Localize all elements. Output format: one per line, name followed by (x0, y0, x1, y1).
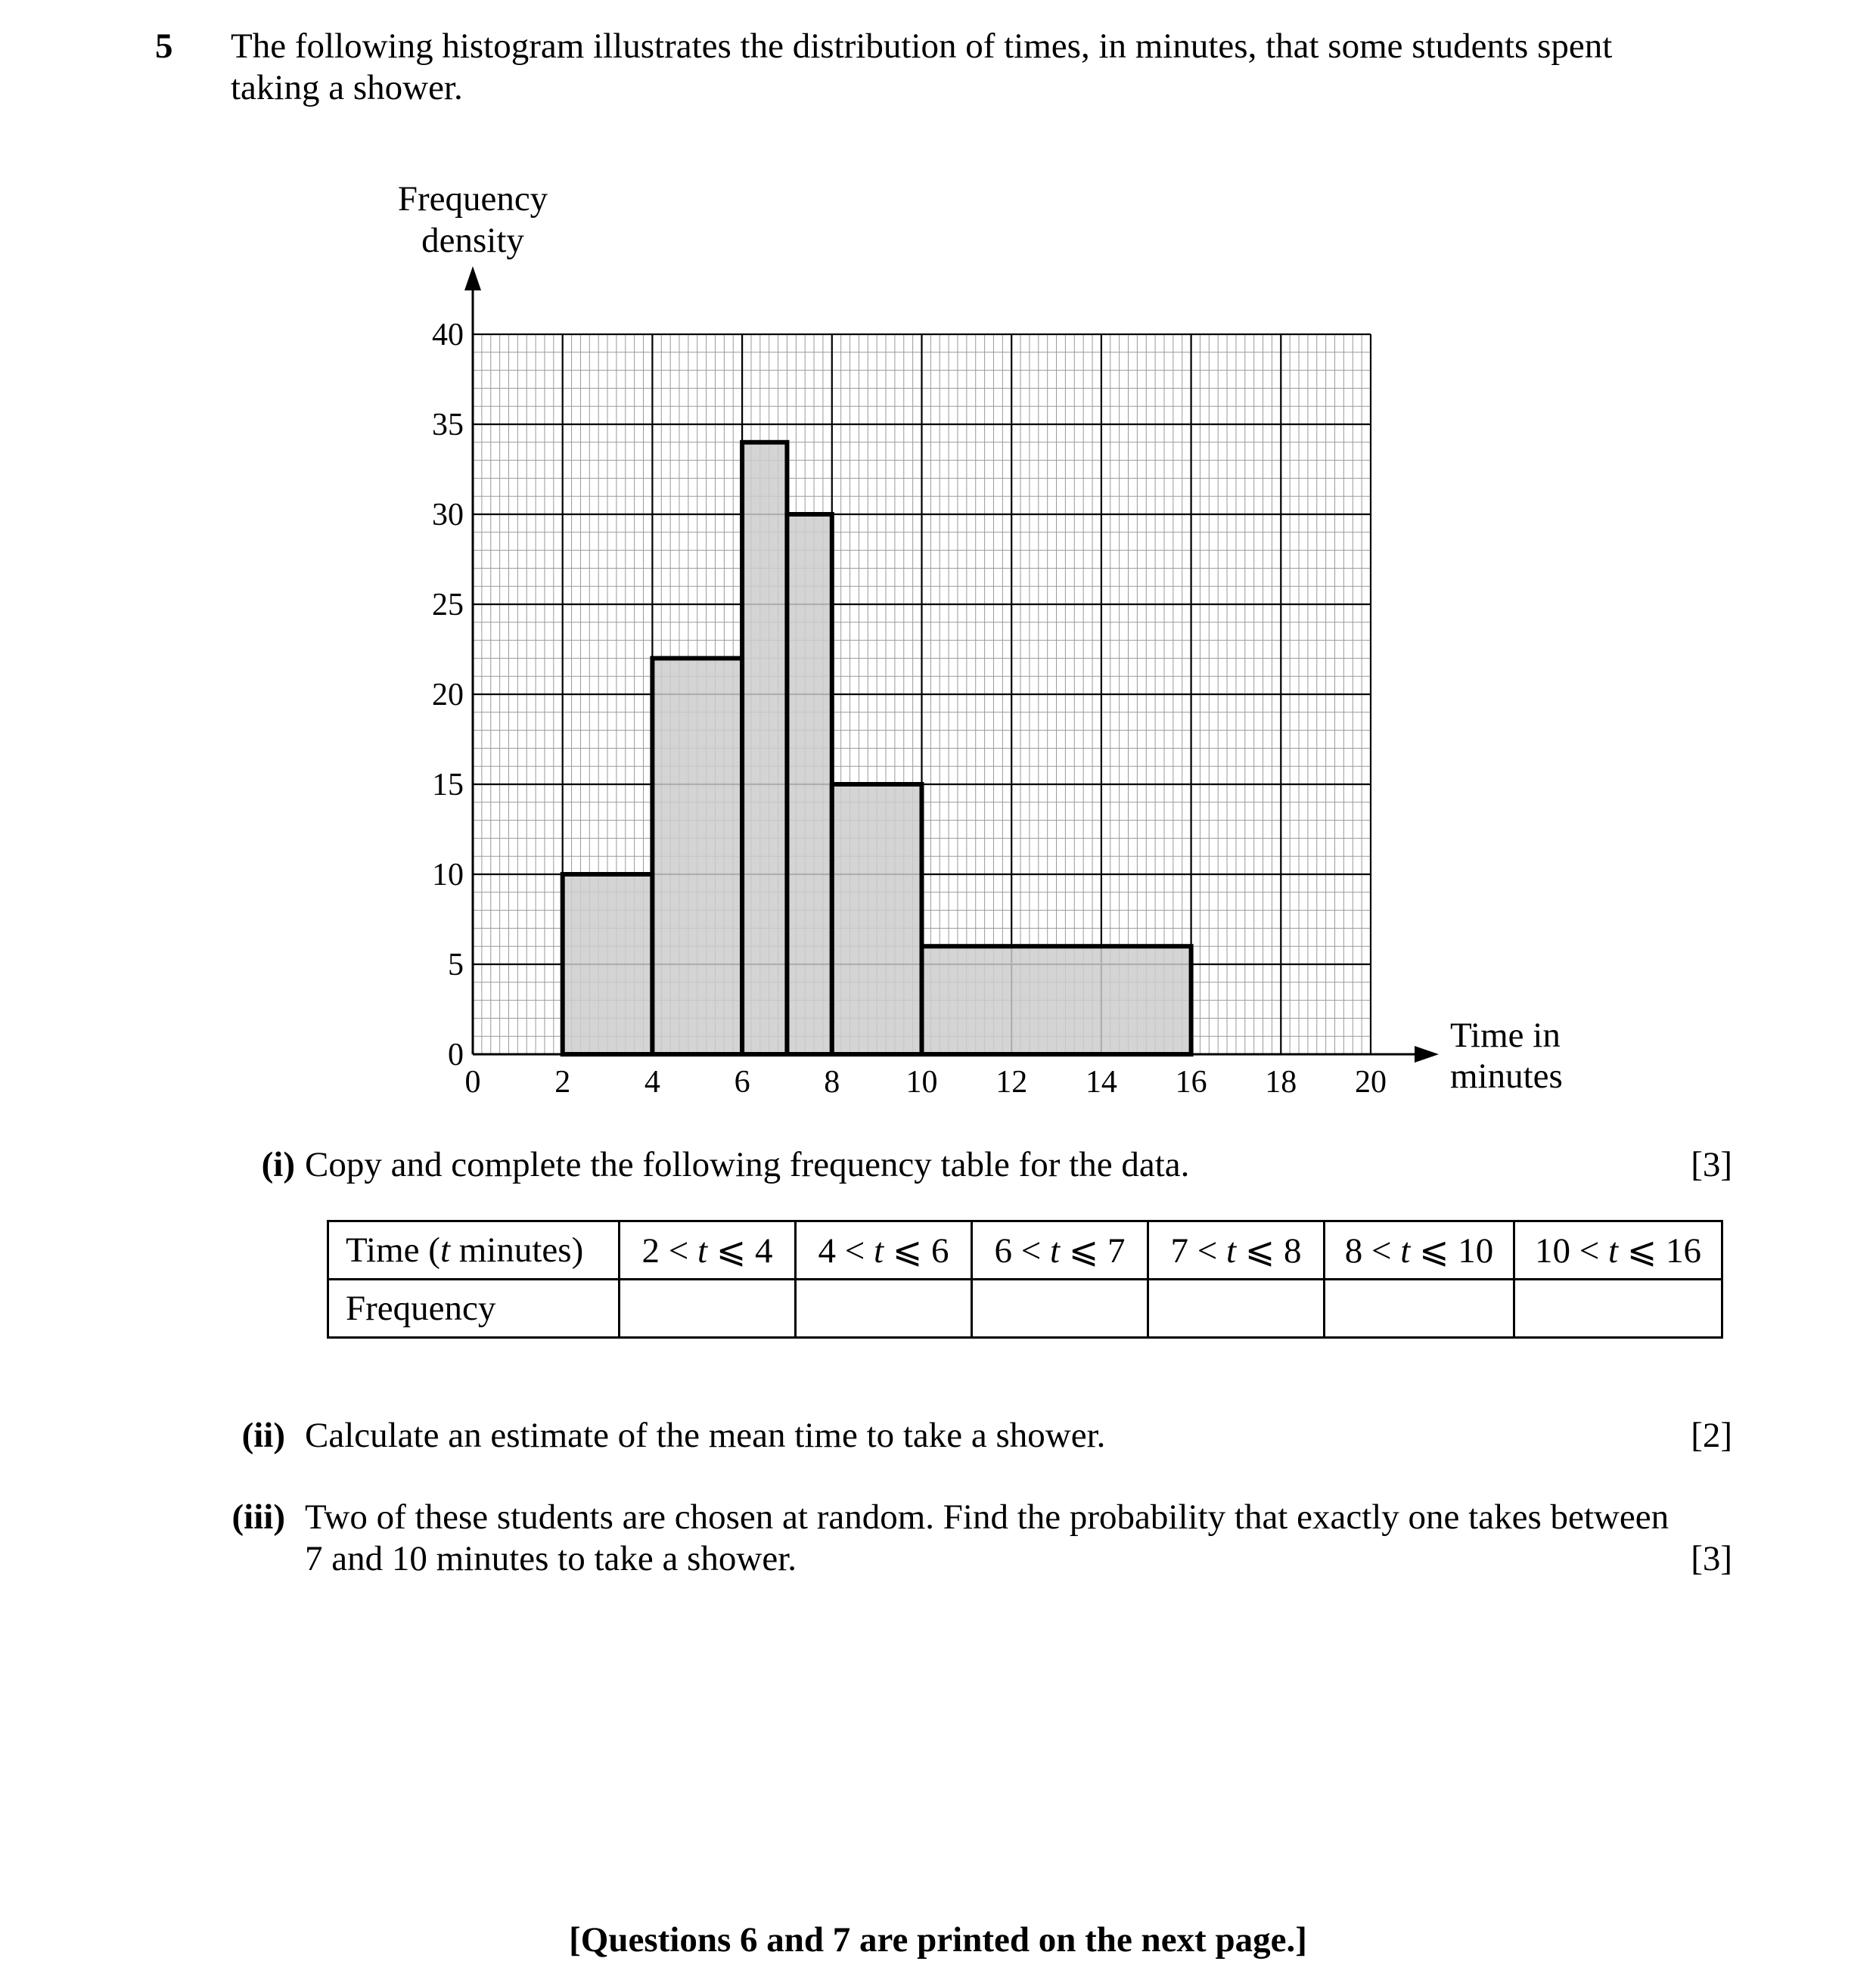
interval-cell: 4 < t ⩽ 6 (796, 1221, 972, 1280)
intro-line-1: The following histogram illustrates the distribution of times, in minutes, that some students spent (231, 26, 1613, 66)
part-ii-label: (ii) (241, 1416, 285, 1455)
intro-line-2: taking a shower. (231, 68, 463, 107)
time-header: Time (t minutes) (346, 1230, 584, 1270)
x-tick-label: 0 (464, 1065, 481, 1100)
histogram-bar (832, 784, 922, 1054)
part-iii-text-line-2: 7 and 10 minutes to take a shower. (305, 1539, 797, 1578)
y-tick-label: 15 (432, 768, 464, 802)
frequency-cell (620, 1280, 796, 1338)
x-tick-label: 20 (1355, 1065, 1387, 1100)
histogram-bar (922, 946, 1191, 1054)
y-axis-label-line-2: density (421, 221, 524, 260)
frequency-header-cell: Frequency (328, 1280, 620, 1338)
part-ii-marks: [2] (1691, 1416, 1732, 1455)
frequency-cell (796, 1280, 972, 1338)
y-tick-label: 10 (432, 858, 464, 892)
x-tick-label: 2 (554, 1065, 571, 1100)
x-tick-label: 6 (734, 1065, 750, 1100)
part-i-text: Copy and complete the following frequency table for the data. (305, 1145, 1190, 1184)
y-tick-label: 5 (448, 948, 464, 982)
part-i-label: (i) (261, 1145, 295, 1184)
x-tick-label: 8 (824, 1065, 840, 1100)
interval-cell: 8 < t ⩽ 10 (1325, 1221, 1514, 1280)
histogram-bar (742, 442, 787, 1054)
x-axis-label-line-1: Time in (1450, 1016, 1561, 1055)
y-tick-label: 0 (448, 1038, 464, 1072)
frequency-cell (1148, 1280, 1325, 1338)
table-row (328, 1221, 1722, 1280)
time-header-cell (328, 1221, 620, 1280)
interval-cell: 10 < t ⩽ 16 (1514, 1221, 1722, 1280)
part-iii-marks: [3] (1691, 1539, 1732, 1578)
frequency-table (327, 1220, 1723, 1339)
frequency-cell (972, 1280, 1148, 1338)
y-tick-label: 30 (432, 498, 464, 532)
y-axis-arrow (464, 266, 481, 290)
part-i-marks: [3] (1691, 1145, 1732, 1184)
x-tick-label: 4 (644, 1065, 660, 1100)
frequency-cell (1325, 1280, 1514, 1338)
interval-cell: 2 < t ⩽ 4 (620, 1221, 796, 1280)
y-tick-label: 25 (432, 588, 464, 622)
histogram-bar (563, 874, 653, 1054)
part-ii-text: Calculate an estimate of the mean time to take a shower. (305, 1416, 1106, 1455)
histogram-bar (652, 658, 742, 1054)
part-iii-text-line-1: Two of these students are chosen at random. Find the probability that exactly one takes between (305, 1497, 1669, 1537)
x-tick-label: 14 (1085, 1065, 1117, 1100)
table-row (328, 1280, 1722, 1338)
part-iii-label: (iii) (231, 1497, 285, 1537)
y-axis-label-line-1: Frequency (397, 179, 548, 219)
x-axis-label-line-2: minutes (1450, 1057, 1563, 1096)
x-tick-label: 18 (1265, 1065, 1297, 1100)
x-tick-label: 12 (995, 1065, 1028, 1100)
page-footer: [Questions 6 and 7 are printed on the next page.] (569, 1920, 1307, 1960)
histogram-bar (787, 514, 831, 1054)
interval-cell: 6 < t ⩽ 7 (972, 1221, 1148, 1280)
y-tick-label: 20 (432, 678, 464, 712)
x-tick-label: 16 (1175, 1065, 1207, 1100)
frequency-cell (1514, 1280, 1722, 1338)
x-tick-label: 10 (905, 1065, 938, 1100)
x-axis-arrow (1415, 1046, 1439, 1063)
y-tick-label: 40 (432, 318, 464, 352)
question-number: 5 (155, 26, 173, 66)
interval-cell: 7 < t ⩽ 8 (1148, 1221, 1325, 1280)
y-tick-label: 35 (432, 408, 464, 442)
